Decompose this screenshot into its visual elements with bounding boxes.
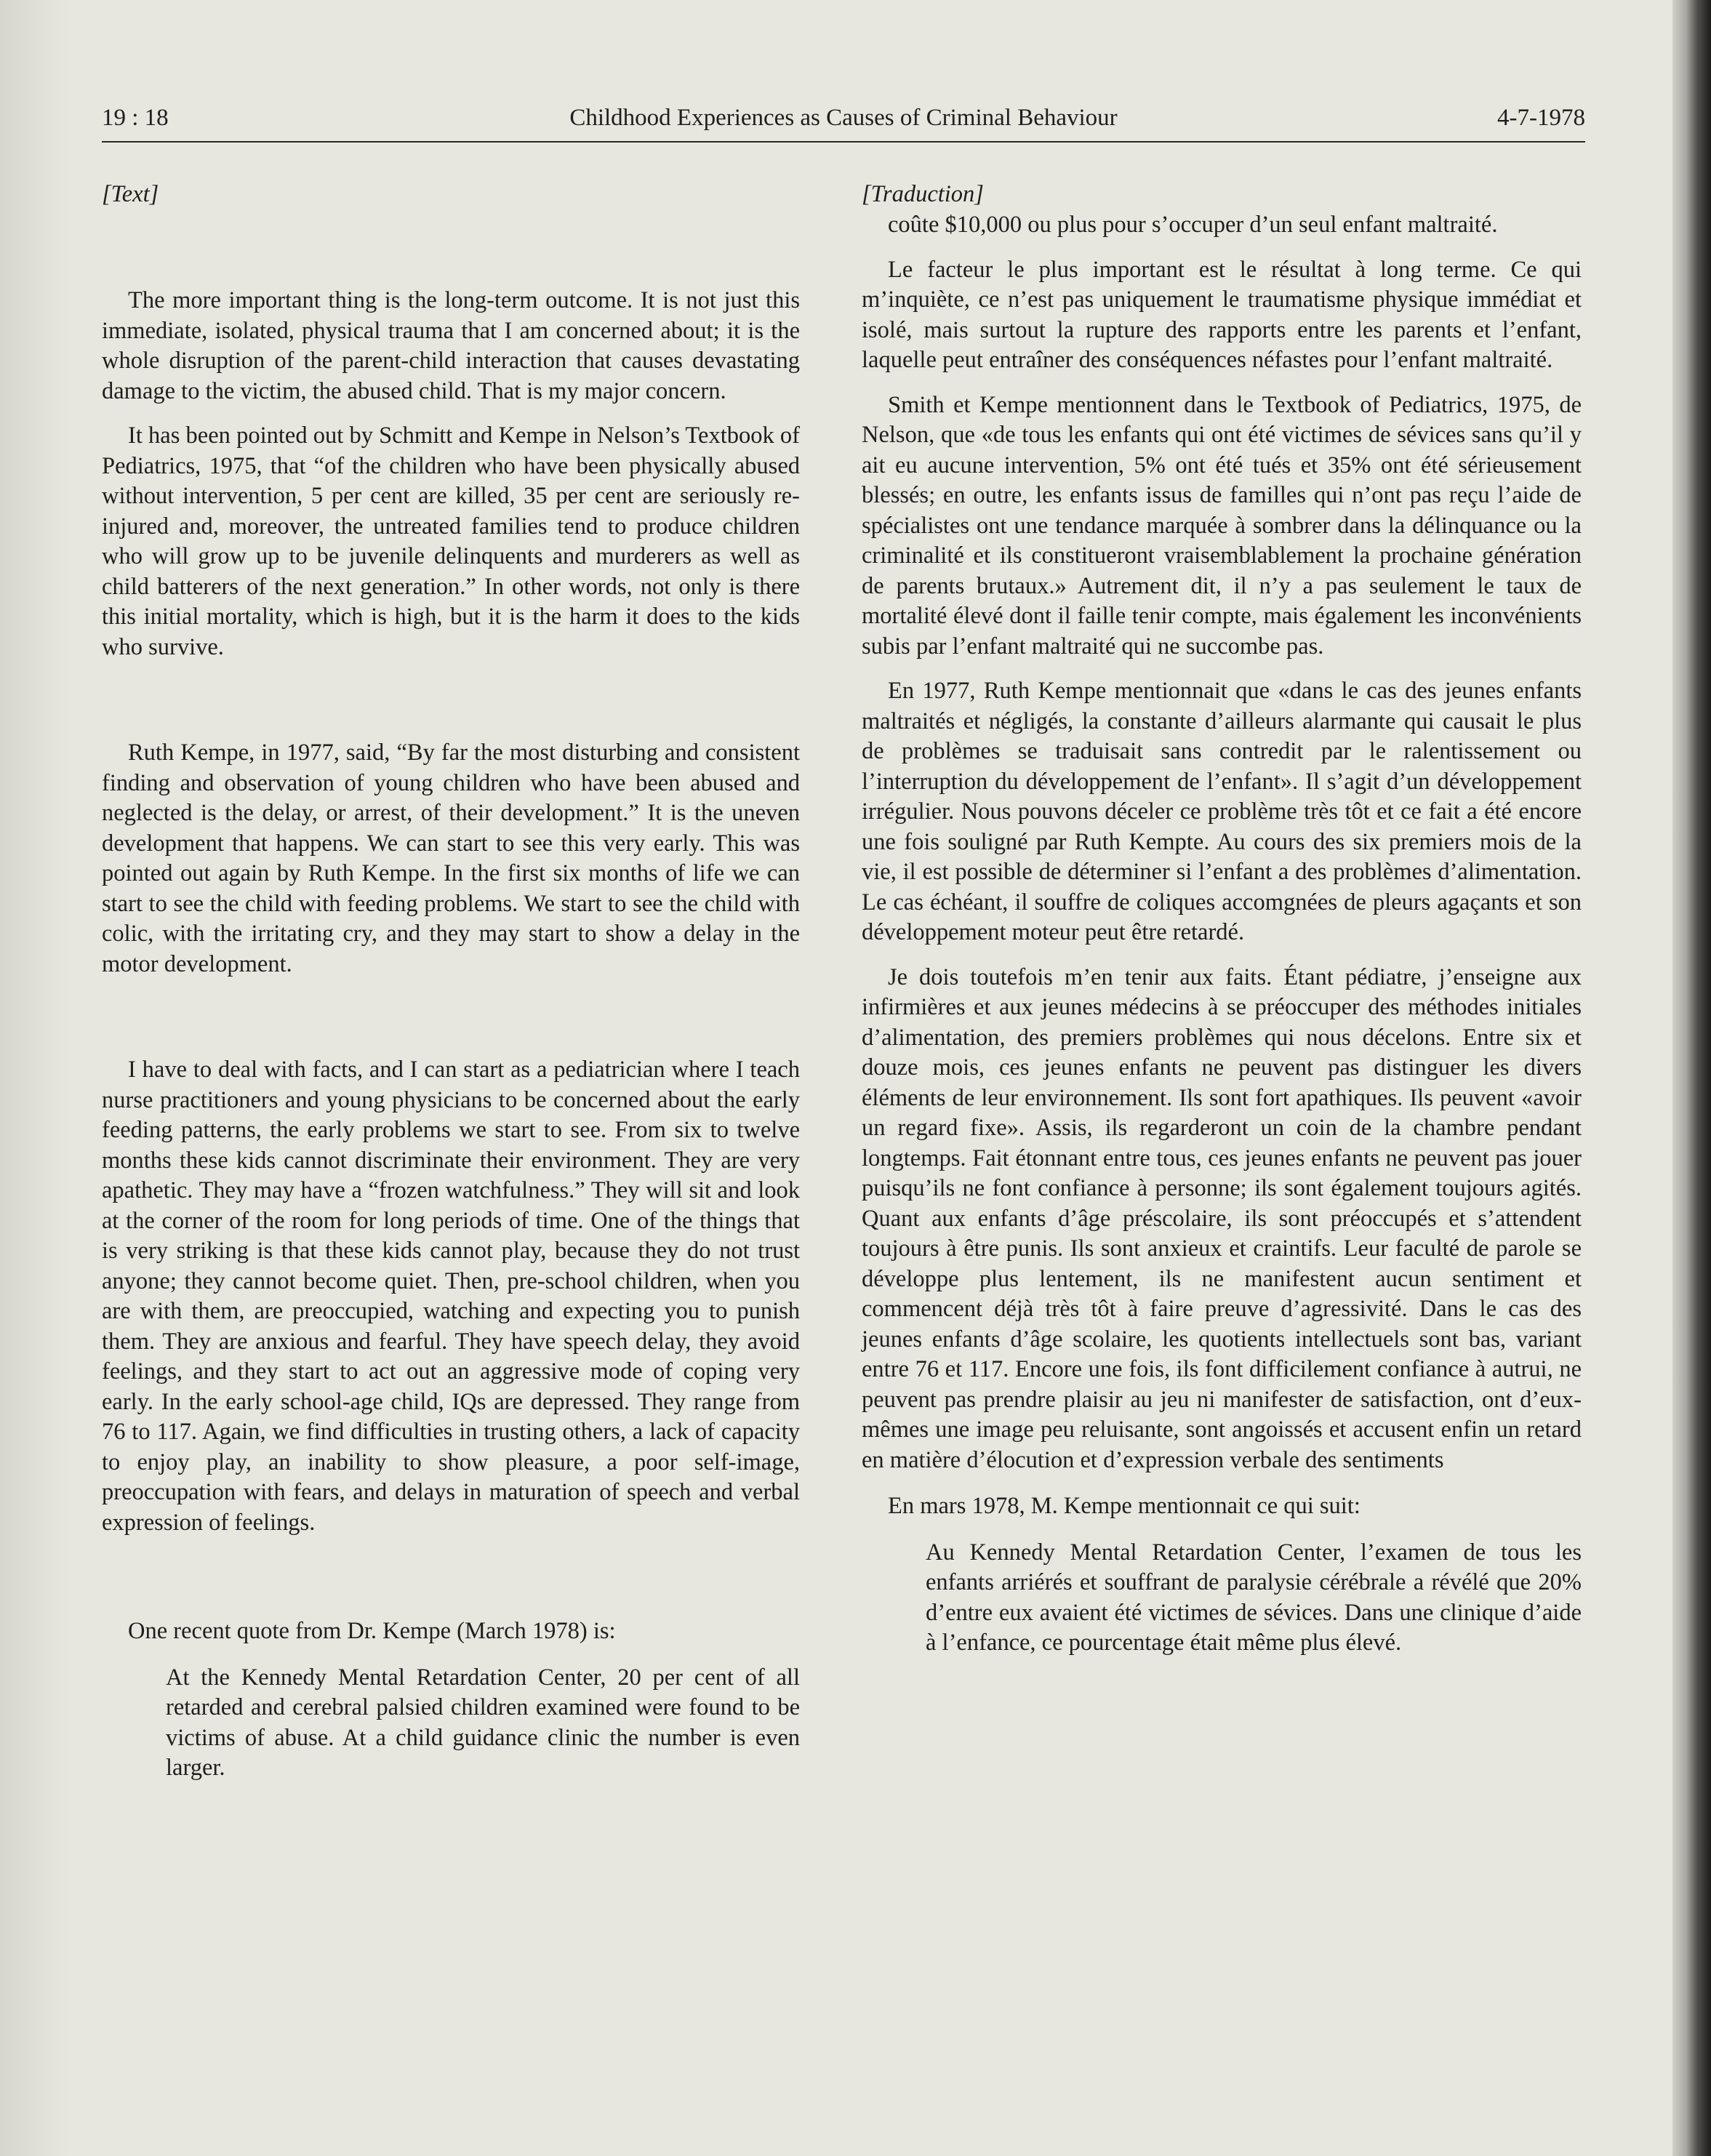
french-column bbox=[862, 178, 1582, 1659]
english-paragraph-4: I have to deal with facts, and I can start as a pediatrician where I teach nurse practitioners and young physicians to be concerned about the early feeding patterns, the early problems we start to see. From six to twelve months these kids cannot discriminate their environment. They are very apathetic. They may have a “frozen watchfulness.” They will sit and look at the corner of the room for long periods of time. One of the things that is very striking is that these kids cannot play, because they do not trust anyone; they cannot become quiet. Then, pre-school children, when you are with them, are preoccupied, watching and expecting you to punish them. They are anxious and fearful. They have speech delay, they avoid feelings, and they start to act out an aggressive mode of coping very early. In the early school-age child, IQs are depressed. They range from 76 to 117. Again, we find difficulties in trusting others, a lack of capacity to enjoy play, an inability to show pleasure, a poor self-image, preoccupation with fears, and delays in maturation of speech and verbal expression of feelings. bbox=[102, 1057, 800, 1536]
french-paragraph-1: coûte $10,000 ou plus pour s’occuper d’un seul enfant maltraité. bbox=[888, 212, 1498, 238]
book-spine-shadow bbox=[1672, 0, 1711, 2156]
header-date: 4-7-1978 bbox=[1497, 105, 1585, 131]
french-paragraph-4: En 1977, Ruth Kempe mentionnait que «dans le cas des jeunes enfants maltraités et négligés, la constante d’ailleurs alarmante qui causait le plus de problèmes se traduisait sans contredit par le ralentissement ou l’interruption du développement de l’enfant». Il s’agit d’un développement irrégulier. Nous pouvons déceler ce problème très tôt et ce fait a été encore une fois souligné par Ruth Kempte. Au cours des six premiers mois de la vie, il est possible de déterminer si l’enfant a des problèmes d’alimentation. Le cas échéant, il souffre de coliques accomgnées de pleurs agaçants et son développement moteur peut être retardé. bbox=[862, 678, 1582, 945]
english-paragraph-3: Ruth Kempe, in 1977, said, “By far the most disturbing and consistent finding and observation of young children who have been abused and neglected is the delay, or arrest, of their development.” It is the uneven development that happens. We can start to see this very early. This was pointed out again by Ruth Kempe. In the first six months of life we can start to see the child with feeding problems. We start to see the child with colic, with the irritating cry, and they may start to show a delay in the motor development. bbox=[102, 740, 800, 977]
english-block-quote: At the Kennedy Mental Retardation Center, 20 per cent of all retarded and cerebral palsied children examined were found to be victims of abuse. At a child guidance clinic the number is even larger. bbox=[166, 1664, 800, 1781]
english-paragraph-5: One recent quote from Dr. Kempe (March 1978) is: bbox=[128, 1618, 616, 1644]
header-rule bbox=[102, 141, 1585, 143]
french-paragraph-3: Smith et Kempe mentionnent dans le Textbook of Pediatrics, 1975, de Nelson, que «de tous les enfants qui ont été victimes de sévices sans qu’il y ait eu aucune intervention, 5% ont été tués et 35% ont été sérieusement blessés; en outre, les enfants issus de familles qui n’ont pas reçu l’aide de spécialistes ont une tendance marquée à sombrer dans la délinquance ou la criminalité et ils constitueront vraisemblablement la prochaine génération de parents brutaux.» Autrement dit, il n’y a pas seulement le taux de mortalité élevé dont il faille tenir compte, mais également les inconvénients subis par l’enfant maltraité qui ne succombe pas. bbox=[862, 391, 1582, 660]
page-number: 19 : 18 bbox=[102, 105, 169, 131]
running-header bbox=[102, 102, 1585, 143]
french-block-quote: Au Kennedy Mental Retardation Center, l’examen de tous les enfants arriérés et souffrant de paralysie cérébrale a révélé que 20% d’entre eux avaient été victimes de sévices. Dans une clinique d’aide à l’enfance, ce pourcentage était même plus élevé. bbox=[926, 1539, 1582, 1656]
french-column-label: [Traduction] bbox=[862, 181, 984, 207]
english-column bbox=[102, 178, 800, 1784]
french-paragraph-2: Le facteur le plus important est le résultat à long terme. Ce qui m’inquiète, ce n’est pas uniquement le traumatisme physique immédiat et isolé, mais surtout la rupture des rapports entre les parents et l’enfant, laquelle peut entraîner des conséquences néfastes pour l’enfant maltraité. bbox=[862, 256, 1582, 373]
english-paragraph-1: The more important thing is the long-term outcome. It is not just this immediate, isolated, physical trauma that I am concerned about; it is the whole disruption of the parent-child interaction that causes devastating damage to the victim, the abused child. That is my major concern. bbox=[102, 287, 800, 404]
page-gutter-shadow bbox=[0, 0, 69, 2156]
french-paragraph-6: En mars 1978, M. Kempe mentionnait ce qui suit: bbox=[888, 1493, 1361, 1519]
french-paragraph-5: Je dois toutefois m’en tenir aux faits. Étant pédiatre, j’enseigne aux infirmières et aux jeunes médecins à se préoccuper des méthodes initiales d’alimentation, des premiers problèmes qui nous décelons. Entre six et douze mois, ces jeunes enfants ne peuvent pas distinguer les divers éléments de leur environnement. Ils sont fort apathiques. Ils peuvent «avoir un regard fixe». Assis, ils regarderont un coin de la chambre pendant longtemps. Fait étonnant entre tous, ces jeunes enfants ne peuvent pas jouer puisqu’ils ne font confiance à personne; ils sont également toujours agités. Quant aux enfants d’âge préscolaire, ils sont préoccupés et s’attendent toujours à être punis. Ils sont anxieux et craintifs. Leur faculté de parole se développe plus lentement, ils ne manifestent aucun sentiment et commencent déjà très tôt à faire preuve d’agressivité. Dans le cas des jeunes enfants d’âge scolaire, les quotients intellectuels sont bas, variant entre 76 et 117. Encore une fois, ils font difficilement confiance à autrui, ne peuvent pas prendre plaisir au jeu ni manifester de satisfaction, ont d’eux-mêmes une image peu reluisante, sont angoissés et accusent enfin un retard en matière d’élocution et d’expression verbale des sentiments bbox=[862, 963, 1582, 1473]
english-column-label: [Text] bbox=[102, 181, 159, 207]
running-title: Childhood Experiences as Causes of Criminal Behaviour bbox=[569, 105, 1118, 131]
english-paragraph-2: It has been pointed out by Schmitt and Kempe in Nelson’s Textbook of Pediatrics, 1975, that “of the children who have been physically abused without intervention, 5 per cent are killed, 35 per cent are seriously re-injured and, moreover, the untreated families tend to produce children who will grow up to be juvenile delinquents and murderers as well as child batterers of the next generation.” In other words, not only is there this initial mortality, which is high, but it is the harm it does to the kids who survive. bbox=[102, 422, 800, 660]
